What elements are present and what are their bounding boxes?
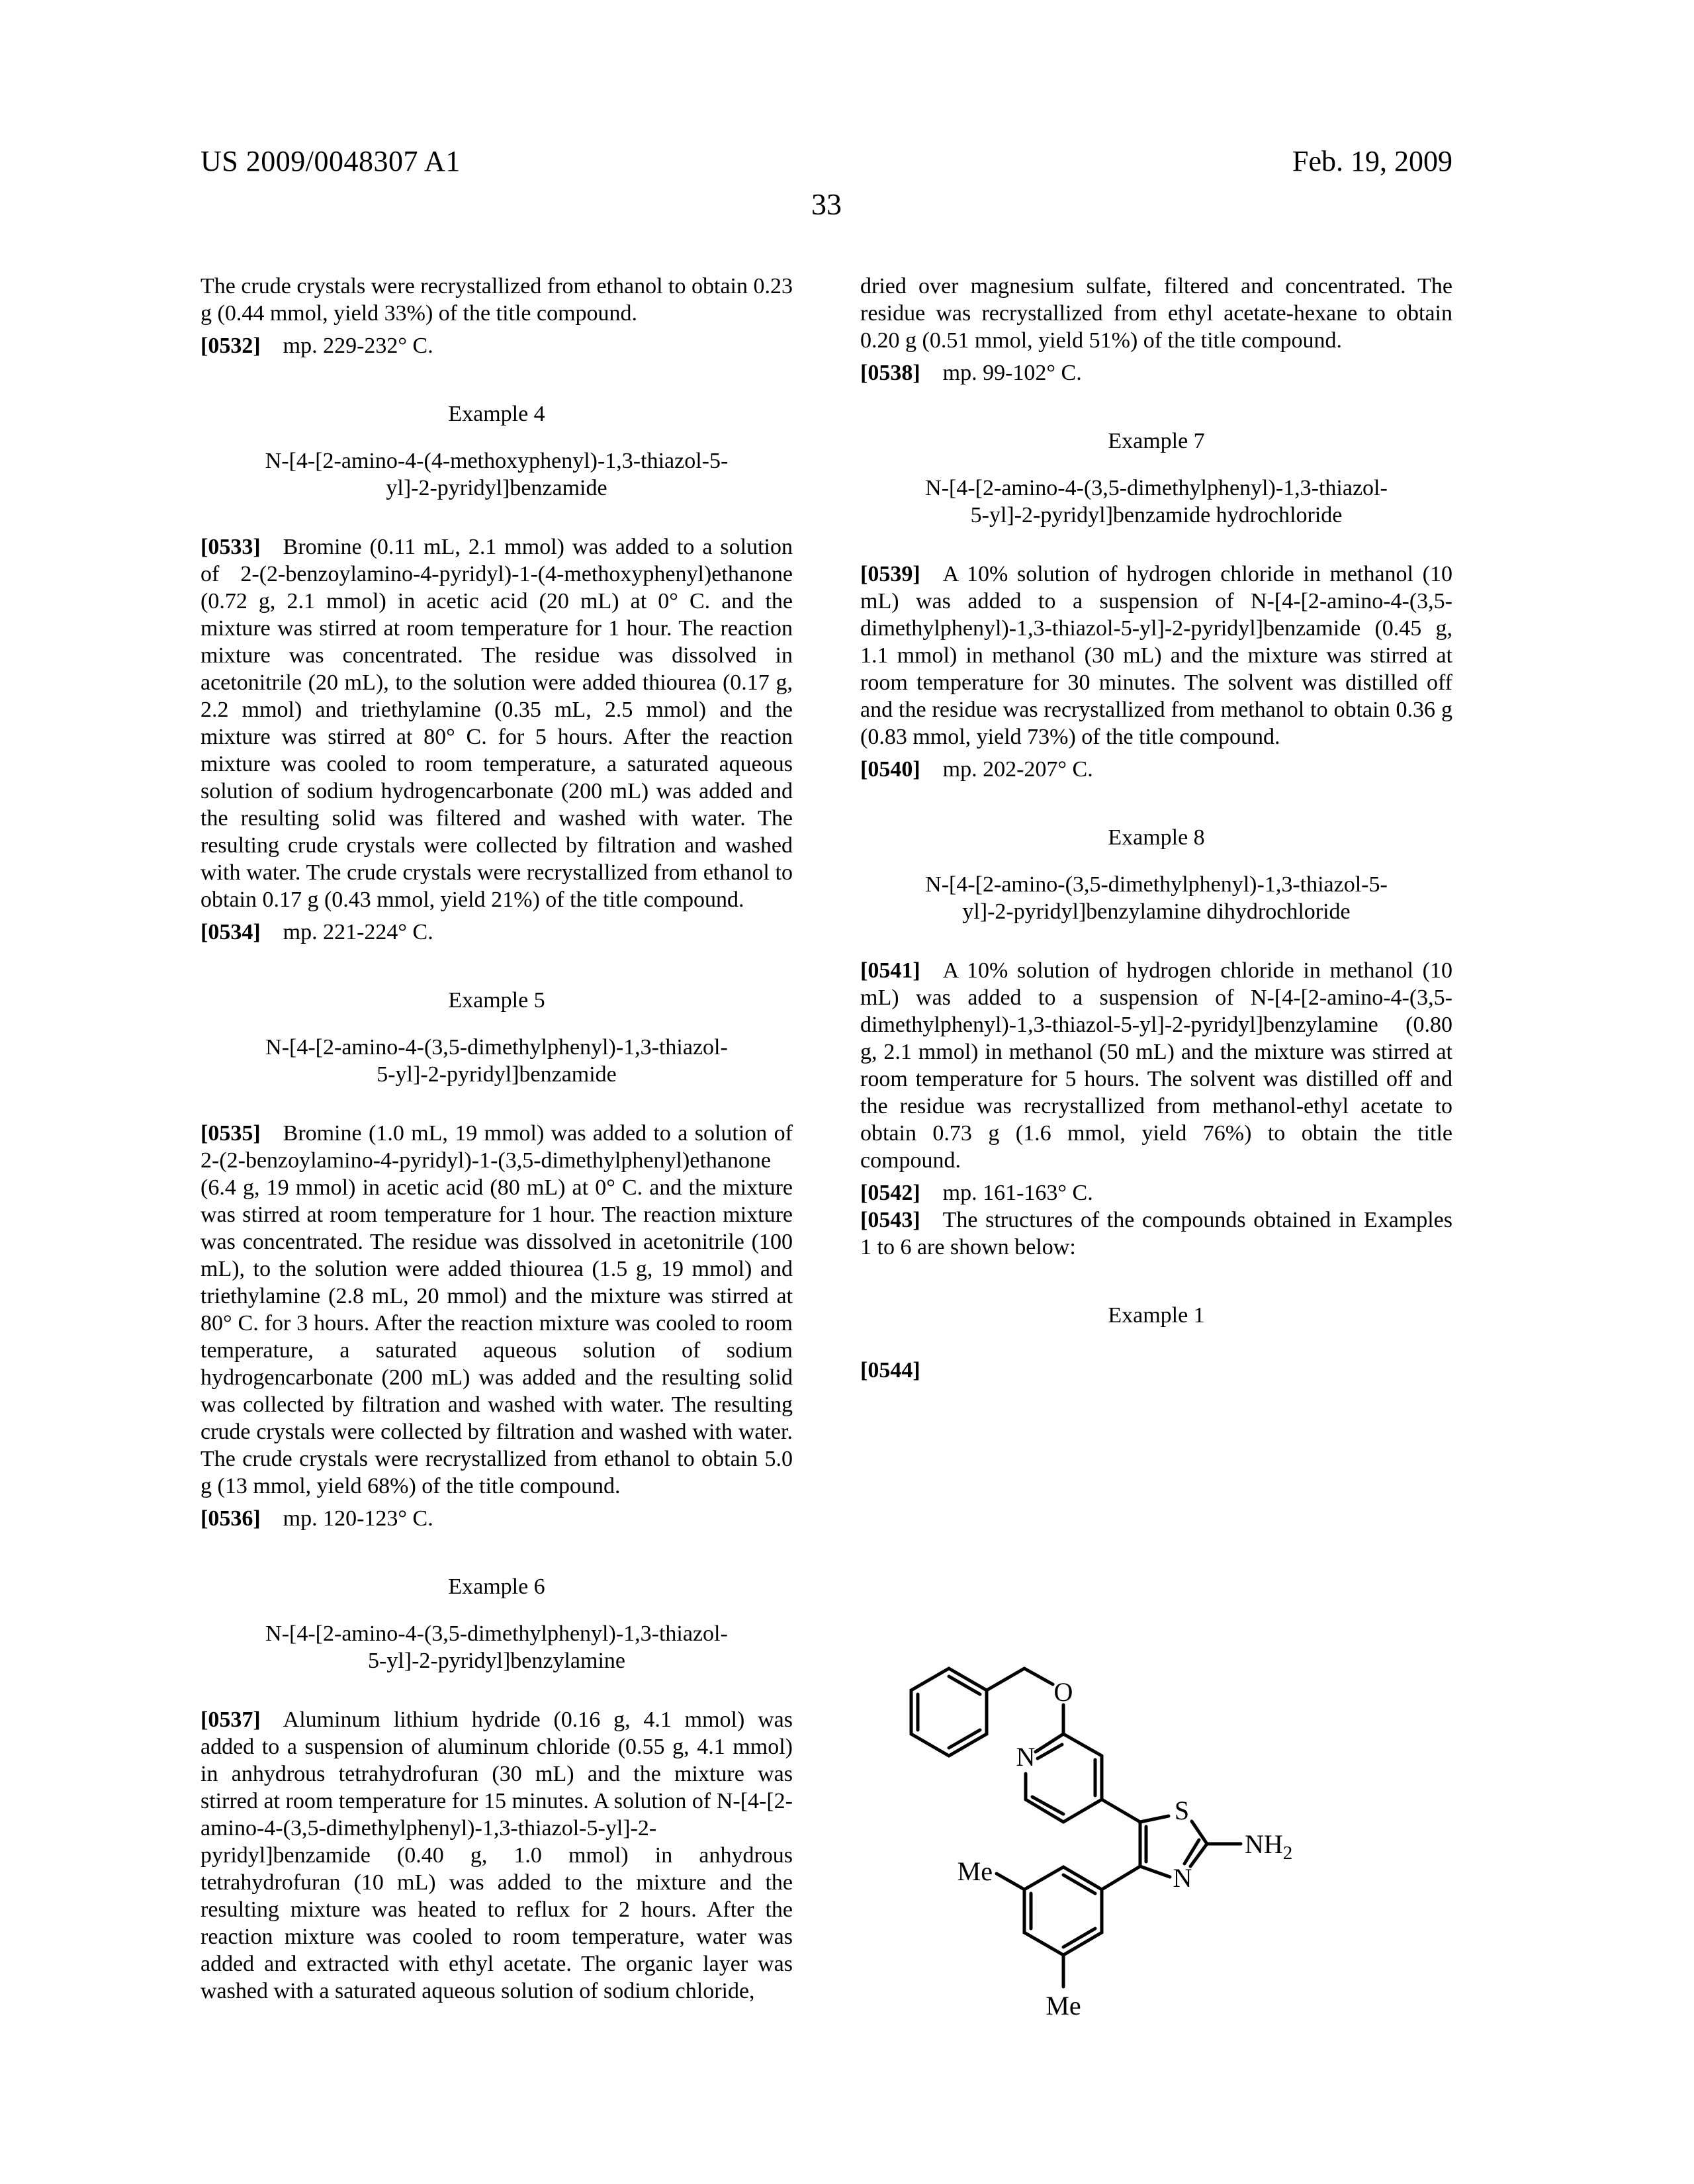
paragraph-tag: [0535] bbox=[201, 1121, 261, 1146]
example-4-compound-title: N-[4-[2-amino-4-(4-methoxyphenyl)-1,3-thiazol-5- yl]-2-pyridyl]benzamide bbox=[265, 449, 729, 500]
paragraph-0541: [0541] A 10% solution of hydrogen chloride in methanol (10 mL) was added to a suspension of N-[4-[2-amino-4-(3,5-dimethylphenyl)-1,3-thiazol-5-yl]-2-pyridyl]benzylamine (0.80 g, 2.1 mmol) in methanol (50 mL) and the mixture was stirred at room temperature for 5 hours. The solvent was distilled off and the residue was recrystallized from methanol-ethyl acetate to obtain 0.73 g (1.6 mmol, yield 76%) to obtain the title compound. bbox=[860, 958, 1452, 1173]
example-4-heading: Example 4 bbox=[448, 402, 545, 426]
bond-thiazole-phenyl bbox=[1102, 1866, 1140, 1889]
example-6-heading: Example 6 bbox=[448, 1574, 545, 1599]
bond-ch2 bbox=[987, 1668, 1024, 1690]
example-8-heading: Example 8 bbox=[1108, 825, 1205, 850]
example-5-heading: Example 5 bbox=[448, 988, 545, 1013]
paragraph-tag: [0536] bbox=[201, 1506, 261, 1531]
paragraph-tag: [0542] bbox=[860, 1181, 920, 1205]
paragraph-0544 bbox=[860, 1357, 1452, 1384]
paragraph-tag: [0543] bbox=[860, 1208, 920, 1232]
paragraph-0538: [0538] mp. 99-102° C. bbox=[860, 361, 1082, 385]
paragraph-tag: [0538] bbox=[860, 361, 920, 385]
paragraph-tag: [0541] bbox=[860, 958, 920, 983]
atom-labels bbox=[958, 1677, 1293, 2021]
left-column bbox=[201, 273, 793, 2005]
right-column bbox=[860, 273, 1452, 1384]
paragraph-0533: [0533] Bromine (0.11 mL, 2.1 mmol) was added to a solution of 2-(2-benzoylamino-4-pyridyl)-1-(4-methoxyphenyl)ethanone (0.72 g, 2.1 mmol) in acetic acid (20 mL) at 0° C. and the mixture was stirred at room temperature for 1 hour. The reaction mixture was concentrated. The residue was dissolved in acetonitrile (20 mL), to the solution were added thiourea (0.17 g, 2.2 mmol) and triethylamine (0.35 mL, 2.5 mmol) and the mixture was stirred at 80° C. for 5 hours. After the reaction mixture was cooled to room temperature, a saturated aqueous solution of sodium hydrogencarbonate (200 mL) was added and the resulting solid was filtered and washed with water. The resulting crude crystals were collected by filtration and washed with water. The crude crystals were recrystallized from ethanol to obtain 0.17 g (0.43 mmol, yield 21%) of the title compound. bbox=[201, 535, 793, 912]
paragraph-tag: [0537] bbox=[201, 1707, 261, 1732]
chemical-structure-drawing bbox=[873, 1635, 1310, 2045]
paragraph-0540: [0540] mp. 202-207° C. bbox=[860, 757, 1093, 782]
paragraph-tag: [0539] bbox=[860, 562, 920, 586]
dimethylphenyl-ring bbox=[1024, 1867, 1102, 1955]
amine-label: $NH_2$ bbox=[1245, 1829, 1293, 1864]
example-5-compound-title: N-[4-[2-amino-4-(3,5-dimethylphenyl)-1,3-thiazol- 5-yl]-2-pyridyl]benzamide bbox=[265, 1035, 728, 1087]
methyl-bottom-label: Me bbox=[1046, 1991, 1081, 2021]
paragraph-0542: [0542] mp. 161-163° C. bbox=[860, 1181, 1093, 1205]
bond-pyridine-thiazole bbox=[1102, 1799, 1140, 1822]
example-7-heading: Example 7 bbox=[1108, 429, 1205, 453]
oxygen-label: O bbox=[1053, 1677, 1073, 1707]
bond-methyl-left bbox=[997, 1874, 1024, 1889]
methyl-left-label: Me bbox=[957, 1856, 993, 1886]
sulfur-label: S bbox=[1174, 1796, 1190, 1825]
paragraph-0535: [0535] Bromine (1.0 mL, 19 mmol) was added to a solution of 2-(2-benzoylamino-4-pyridyl)-1-(3,5-dimethylphenyl)ethanone (6.4 g, 19 mmol) in acetic acid (80 mL) at 0° C. and the mixture was stirred at room temperature for 1 hour. The reaction mixture was concentrated. The residue was dissolved in acetonitrile (100 mL), to the solution were added thiourea (1.5 g, 19 mmol) and triethylamine (2.8 mL, 20 mmol) and the mixture was stirred at 80° C. for 3 hours. After the reaction mixture was cooled to room temperature, a saturated aqueous solution of sodium hydrogencarbonate (200 mL) was added and the resulting solid was collected by filtration and washed with water. The resulting crude crystals were collected by filtration and washed with water. The crude crystals were recrystallized from ethanol to obtain 5.0 g (13 mmol, yield 68%) of the title compound. bbox=[201, 1121, 793, 1498]
example-6-compound-title: N-[4-[2-amino-4-(3,5-dimethylphenyl)-1,3-thiazol- 5-yl]-2-pyridyl]benzylamine bbox=[265, 1621, 728, 1673]
paragraph-tag: [0540] bbox=[860, 757, 920, 782]
paragraph-tag: [0533] bbox=[201, 535, 261, 559]
example-1-heading: Example 1 bbox=[1108, 1303, 1205, 1328]
paragraph-0543: [0543] The structures of the compounds obtained in Examples 1 to 6 are shown below: bbox=[860, 1208, 1452, 1259]
publication-date: Feb. 19, 2009 bbox=[1292, 145, 1452, 177]
bond-lines bbox=[911, 1668, 1241, 1987]
example-8-compound-title: N-[4-[2-amino-(3,5-dimethylphenyl)-1,3-thiazol-5- yl]-2-pyridyl]benzylamine dihydrochloride bbox=[925, 872, 1388, 924]
page-number: 33 bbox=[811, 187, 842, 221]
paragraph-0534: [0534] mp. 221-224° C. bbox=[201, 920, 433, 944]
paragraph-tag: [0532] bbox=[201, 334, 261, 358]
thiazole-nitrogen-label: N bbox=[1173, 1863, 1192, 1893]
paragraph-tag: [0544] bbox=[860, 1358, 920, 1383]
benzene-ring bbox=[911, 1668, 987, 1756]
publication-number: US 2009/0048307 A1 bbox=[201, 145, 461, 177]
bond-ch2-o bbox=[1024, 1668, 1053, 1684]
paragraph-0539: [0539] A 10% solution of hydrogen chloride in methanol (10 mL) was added to a suspension of N-[4-[2-amino-4-(3,5-dimethylphenyl)-1,3-thiazol-5-yl]-2-pyridyl]benzamide (0.45 g, 1.1 mmol) in methanol (30 mL) and the mixture was stirred at room temperature for 30 minutes. The solvent was distilled off and the residue was recrystallized from methanol to obtain 0.36 g (0.83 mmol, yield 73%) of the title compound. bbox=[860, 562, 1452, 749]
continued-paragraph: dried over magnesium sulfate, filtered and concentrated. The residue was recrystallized from ethyl acetate-hexane to obtain 0.20 g (0.51 mmol, yield 51%) of the title compound. bbox=[860, 274, 1452, 353]
paragraph-0537: [0537] Aluminum lithium hydride (0.16 g, 4.1 mmol) was added to a suspension of aluminum chloride (0.55 g, 4.1 mmol) in anhydrous tetrahydrofuran (30 mL) and the mixture was stirred at room temperature for 15 minutes. A solution of N-[4-[2-amino-4-(3,5-dimethylphenyl)-1,3-thiazol-5-yl]-2-pyridyl]benzamide (0.40 g, 1.0 mmol) in anhydrous tetrahydrofuran (10 mL) was added to the mixture and the resulting mixture was heated to reflux for 2 hours. After the reaction mixture was cooled to room temperature, water was added and extracted with ethyl acetate. The organic layer was washed with a saturated aqueous solution of sodium chloride, bbox=[201, 1707, 793, 2003]
pyridine-nitrogen-label: N bbox=[1016, 1742, 1036, 1772]
paragraph-tag: [0534] bbox=[201, 920, 261, 944]
paragraph-0536: [0536] mp. 120-123° C. bbox=[201, 1506, 433, 1531]
continued-paragraph: The crude crystals were recrystallized from ethanol to obtain 0.23 g (0.44 mmol, yield 33%) of the title compound. bbox=[201, 274, 793, 326]
paragraph-0532: [0532] mp. 229-232° C. bbox=[201, 334, 433, 358]
example-7-compound-title: N-[4-[2-amino-4-(3,5-dimethylphenyl)-1,3-thiazol- 5-yl]-2-pyridyl]benzamide hydrochloride bbox=[925, 476, 1388, 527]
